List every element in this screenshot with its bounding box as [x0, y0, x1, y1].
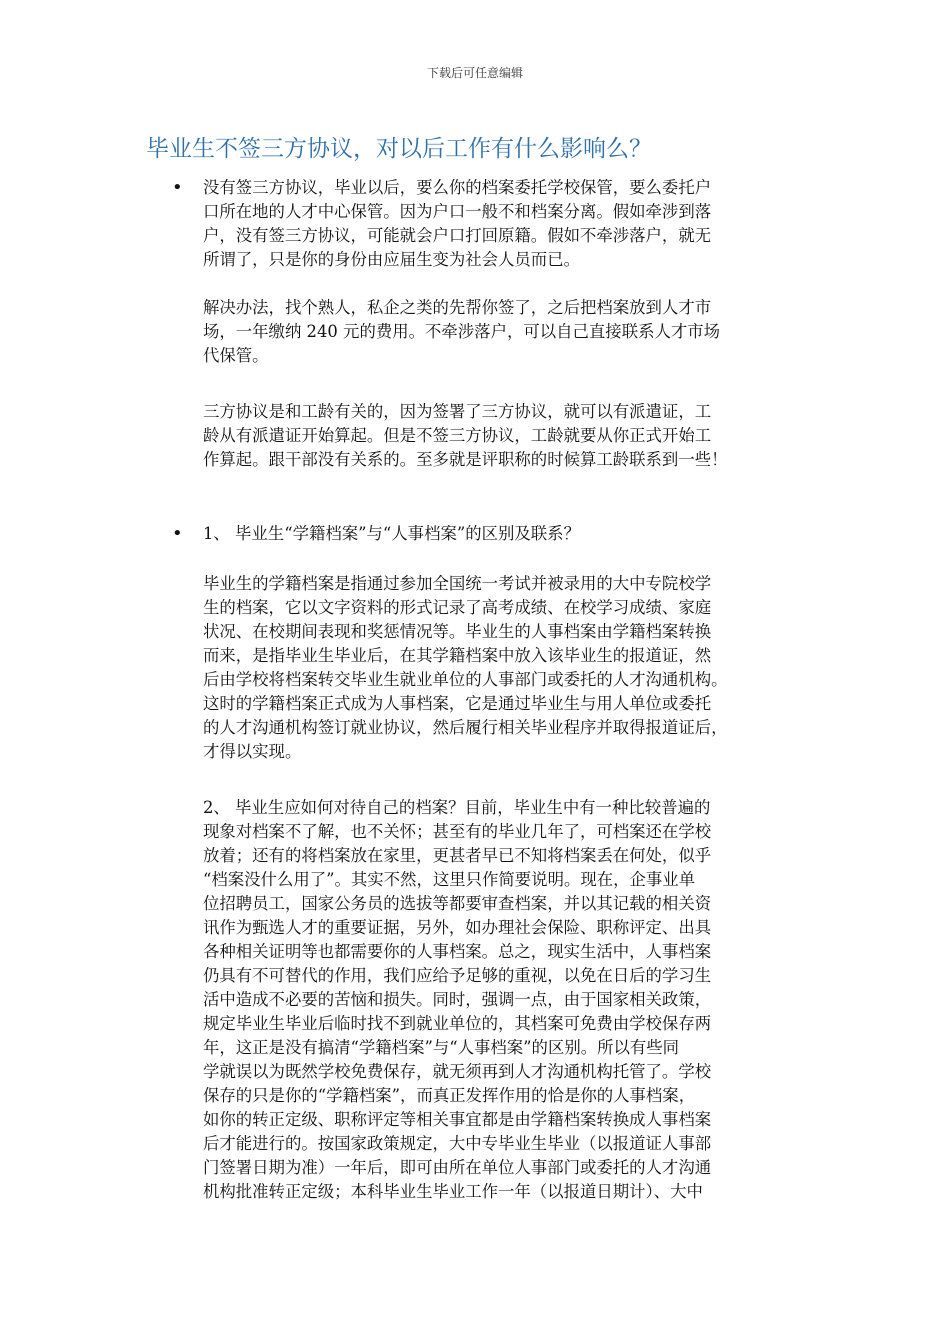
section2-question-heading: 1、 毕业生“学籍档案”与“人事档案”的区别及联系？ — [203, 524, 580, 543]
section1-paragraph-1: 没有签三方协议，毕业以后，要么你的档案委托学校保管，要么委托户 口所在地的人才中心保管。因为户口一般不和档案分离。假如牵涉到落 户，没有签三方协议，可能就会户口打回原籍。假如不牵涉落户，就无 所谓了，只是你的身份由应届生变为社会人员而已。 — [203, 178, 712, 269]
page-header: 下载后可任意编辑 — [426, 66, 523, 80]
section2-paragraph-2: 2、 毕业生应如何对待自己的档案？目前，毕业生中有一种比较普遍的 现象对档案不了解，也不关怀；甚至有的毕业几年了，可档案还在学校 放着；还有的将档案放在家里，更甚者早已不知将档案丢在何处，似乎 “档案没什么用了”。其实不然，这里只作简要说明。现在，企事业单 位招聘员工，国家公务员的选拔等都要审查档案，并以其记载的相关资 讯作为甄选人才的重要证据，另外，如办理社会保险、职称评定、出具 各种相关证明等也都需要你的人事档案。总之，现实生活中，人事档案 仍具有不可替代的作用，我们应给予足够的重视，以免在日后的学习生 活中造成不必要的苦恼和损失。同时，强调一点，由于国家相关政策， 规定毕业生毕业后临时找不到就业单位的，其档案可免费由学校保存两 年，这正是没有搞清“学籍档案”与“人事档案”的区别。所以有些同 学就误以为既然学校免费保存，就无须再到人才沟通机构托管了。学校 保存的只是你的“学籍档案”，而真正发挥作用的恰是你的人事档案， 如你的转正定级、职称评定等相关事宜都是由学籍档案转换成人事档案 后才能进行的。按国家政策规定，大中专毕业生毕业（以报道证人事部 门签署日期为准）一年后，即可由所在单位人事部门或委托的人才沟通 机构批准转正定级；本科毕业生毕业工作一年（以报道日期计）、大中 — [203, 798, 712, 1201]
section1-paragraph-2: 解决办法，找个熟人，私企之类的先帮你签了，之后把档案放到人才市 场，一年缴纳 240 元的费用。不牵涉落户，可以自己直接联系人才市场 代保管。 — [203, 298, 721, 365]
bullet-marker: • — [172, 177, 183, 198]
section1-paragraph-3: 三方协议是和工龄有关的，因为签署了三方协议，就可以有派遣证，工 龄从有派遣证开始算起。但是不签三方协议，工龄就要从你正式开始工 作算起。跟干部没有关系的。至多就是评职称的时候算工龄联系到一些！ — [203, 402, 728, 469]
bullet-marker: • — [172, 523, 183, 544]
section2-paragraph-1: 毕业生的学籍档案是指通过参加全国统一考试并被录用的大中专院校学 生的档案，它以文字资料的形式记录了高考成绩、在校学习成绩、家庭 状况、在校期间表现和奖惩情况等。毕业生的人事档案由学籍档案转换 而来，是指毕业生毕业后，在其学籍档案中放入该毕业生的报道证，然 后由学校将档案转交毕业生就业单位的人事部门或委托的人才沟通机构。 这时的学籍档案正式成为人事档案，它是通过毕业生与用人单位或委托 的人才沟通机构签订就业协议，然后履行相关毕业程序并取得报道证后， 才得以实现。 — [203, 574, 728, 761]
document-title: 毕业生不签三方协议，对以后工作有什么影响么？ — [146, 136, 652, 162]
